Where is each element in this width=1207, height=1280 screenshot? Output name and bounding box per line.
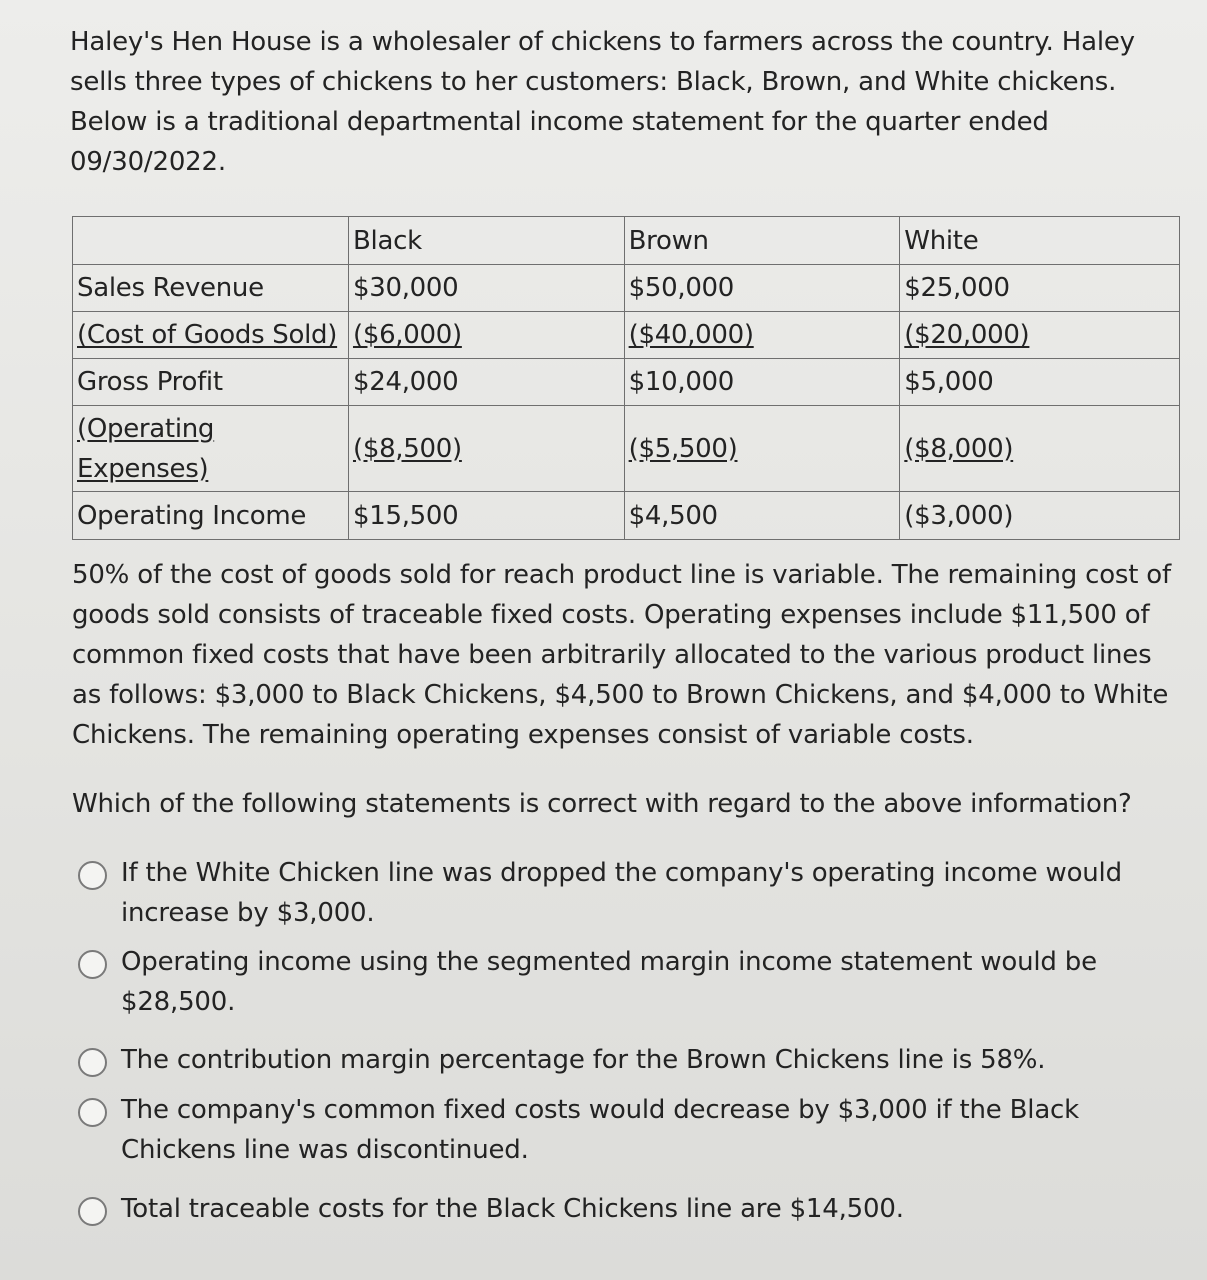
cell-value: $10,000	[624, 359, 900, 406]
option-label: The company's common fixed costs would decrease by $3,000 if the Black Chickens line was discontinued.	[121, 1095, 1080, 1165]
income-statement-table	[72, 216, 1180, 540]
cell-value: ($3,000)	[900, 492, 1180, 540]
cell-value: $30,000	[348, 265, 624, 312]
cell-value: ($20,000)	[900, 312, 1180, 359]
question-text: Which of the following statements is correct with regard to the above information?	[72, 789, 1132, 819]
option-label: Total traceable costs for the Black Chickens line are $14,500.	[121, 1194, 904, 1224]
cell-value: $4,500	[624, 492, 900, 540]
notes-paragraph: 50% of the cost of goods sold for reach product line is variable. The remaining cost of goods sold consists of traceable fixed costs. Operating expenses include $11,500 of common fixed costs that have been arbitrarily allocated to the various product lines as follows: $3,000 to Black Chickens, $4,500 to Brown Chickens, and $4,000 to White Chickens. The remaining operating expenses consist of variable costs.	[72, 560, 1171, 750]
option-label: If the White Chicken line was dropped the company's operating income would increase by $3,000.	[121, 858, 1122, 928]
cell-value: ($8,000)	[900, 406, 1180, 492]
header-cell-brown: Brown	[624, 217, 900, 265]
cell-value: $5,000	[900, 359, 1180, 406]
header-cell-black: Black	[348, 217, 624, 265]
table-row-sales-revenue	[73, 265, 1180, 312]
row-label: Operating Income	[73, 492, 349, 540]
table-header-row	[73, 217, 1180, 265]
radio-button[interactable]	[78, 1048, 107, 1077]
radio-button[interactable]	[78, 1197, 107, 1226]
table-row-cost-of-goods-sold	[73, 312, 1180, 359]
table-row-operating-expenses	[73, 406, 1180, 492]
radio-button[interactable]	[78, 861, 107, 890]
table-row-operating-income	[73, 492, 1180, 540]
cell-value: ($8,500)	[348, 406, 624, 492]
cell-value: ($5,500)	[624, 406, 900, 492]
answer-option-4[interactable]	[78, 1090, 1168, 1170]
answer-option-2[interactable]	[78, 942, 1168, 1022]
row-label: (Operating Expenses)	[73, 406, 349, 492]
option-label: The contribution margin percentage for the Brown Chickens line is 58%.	[121, 1045, 1046, 1075]
cell-value: ($6,000)	[348, 312, 624, 359]
header-cell	[73, 217, 349, 265]
radio-button[interactable]	[78, 1098, 107, 1127]
answer-option-3[interactable]	[78, 1040, 1168, 1080]
cell-value: $25,000	[900, 265, 1180, 312]
option-label: Operating income using the segmented margin income statement would be $28,500.	[121, 947, 1097, 1017]
answer-option-5[interactable]	[78, 1189, 1168, 1229]
row-label: (Cost of Goods Sold)	[73, 312, 349, 359]
row-label: Gross Profit	[73, 359, 349, 406]
intro-paragraph: Haley's Hen House is a wholesaler of chickens to farmers across the country. Haley sells three types of chickens to her customers: Black, Brown, and White chickens. Below is a traditional departmental income statement for the quarter ended 09/30/2022.	[70, 27, 1135, 177]
row-label: Sales Revenue	[73, 265, 349, 312]
answer-option-1[interactable]	[78, 853, 1168, 933]
cell-value: $50,000	[624, 265, 900, 312]
cell-value: $15,500	[348, 492, 624, 540]
table-row-gross-profit	[73, 359, 1180, 406]
cell-value: ($40,000)	[624, 312, 900, 359]
header-cell-white: White	[900, 217, 1180, 265]
radio-button[interactable]	[78, 950, 107, 979]
cell-value: $24,000	[348, 359, 624, 406]
